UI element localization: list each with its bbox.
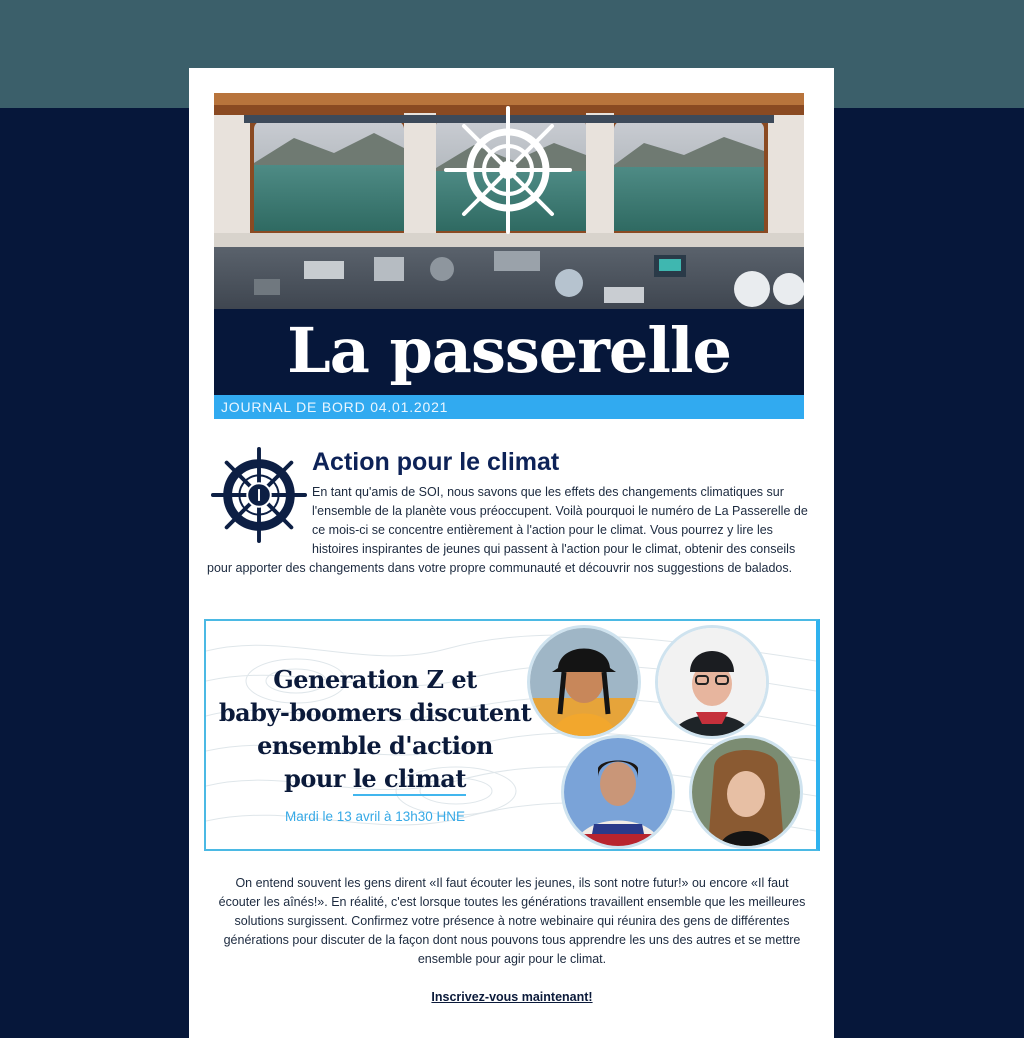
intro-text: En tant qu'amis de SOI, nous savons que les effets des changements climatiques sur l'ensemble de la planète vous préoccupent. Voilà pourquoi le numéro de La Passerelle de ce mois-ci se concentre entièrement à l'action pour le climat. Vous pourrez y lire les histoires inspirantes de jeunes qui passent à l'action pour le climat, obtenir des conseils pour apporter des changements dans votre propre communauté et découvrir nos suggestions de balados. [207, 485, 808, 575]
section-heading: Action pour le climat [312, 448, 560, 476]
register-link[interactable]: Inscrivez-vous maintenant! [431, 990, 593, 1004]
webinar-title-line: ensemble d'action [257, 731, 493, 760]
dateline-text: JOURNAL DE BORD 04.01.2021 [221, 399, 449, 415]
body-paragraph: On entend souvent les gens dirent «Il faut écouter les jeunes, ils sont notre futur!» ou encore «Il faut écouter les aînés!». En réalité, c'est lorsque toutes les générations travaillent ensemble que les meilleures solutions surgissent. Confirmez votre présence à notre webinaire qui réunira des gens de différentes générations pour discuter de la façon dont nous pouvons tous apprendre les uns des autres et se mettre ensemble pour agir pour le climat. [218, 876, 806, 966]
portrait-photo [527, 625, 641, 739]
webinar-title-underlined: le climat [353, 764, 466, 796]
webinar-title [218, 663, 532, 795]
webinar-title-line: baby-boomers discutent [218, 698, 532, 727]
bridge-window-photo [214, 93, 804, 309]
webinar-title-line: Generation Z et [273, 665, 477, 694]
webinar-banner[interactable] [204, 619, 820, 851]
ship-wheel-icon [446, 108, 570, 232]
portrait-photo [561, 735, 675, 849]
webinar-date: Mardi le 13 avril à 13h30 HNE [284, 809, 466, 824]
portrait-photo [689, 735, 803, 849]
text-wrap-spacer [207, 483, 312, 559]
webinar-title-prefix: pour [284, 764, 353, 793]
webinar-title-line [218, 762, 532, 795]
portrait-photo [655, 625, 769, 739]
hero-banner [214, 93, 804, 419]
dateline-bar [214, 395, 804, 419]
newsletter-title: La passerelle [287, 314, 731, 387]
intro-paragraph [207, 483, 819, 578]
